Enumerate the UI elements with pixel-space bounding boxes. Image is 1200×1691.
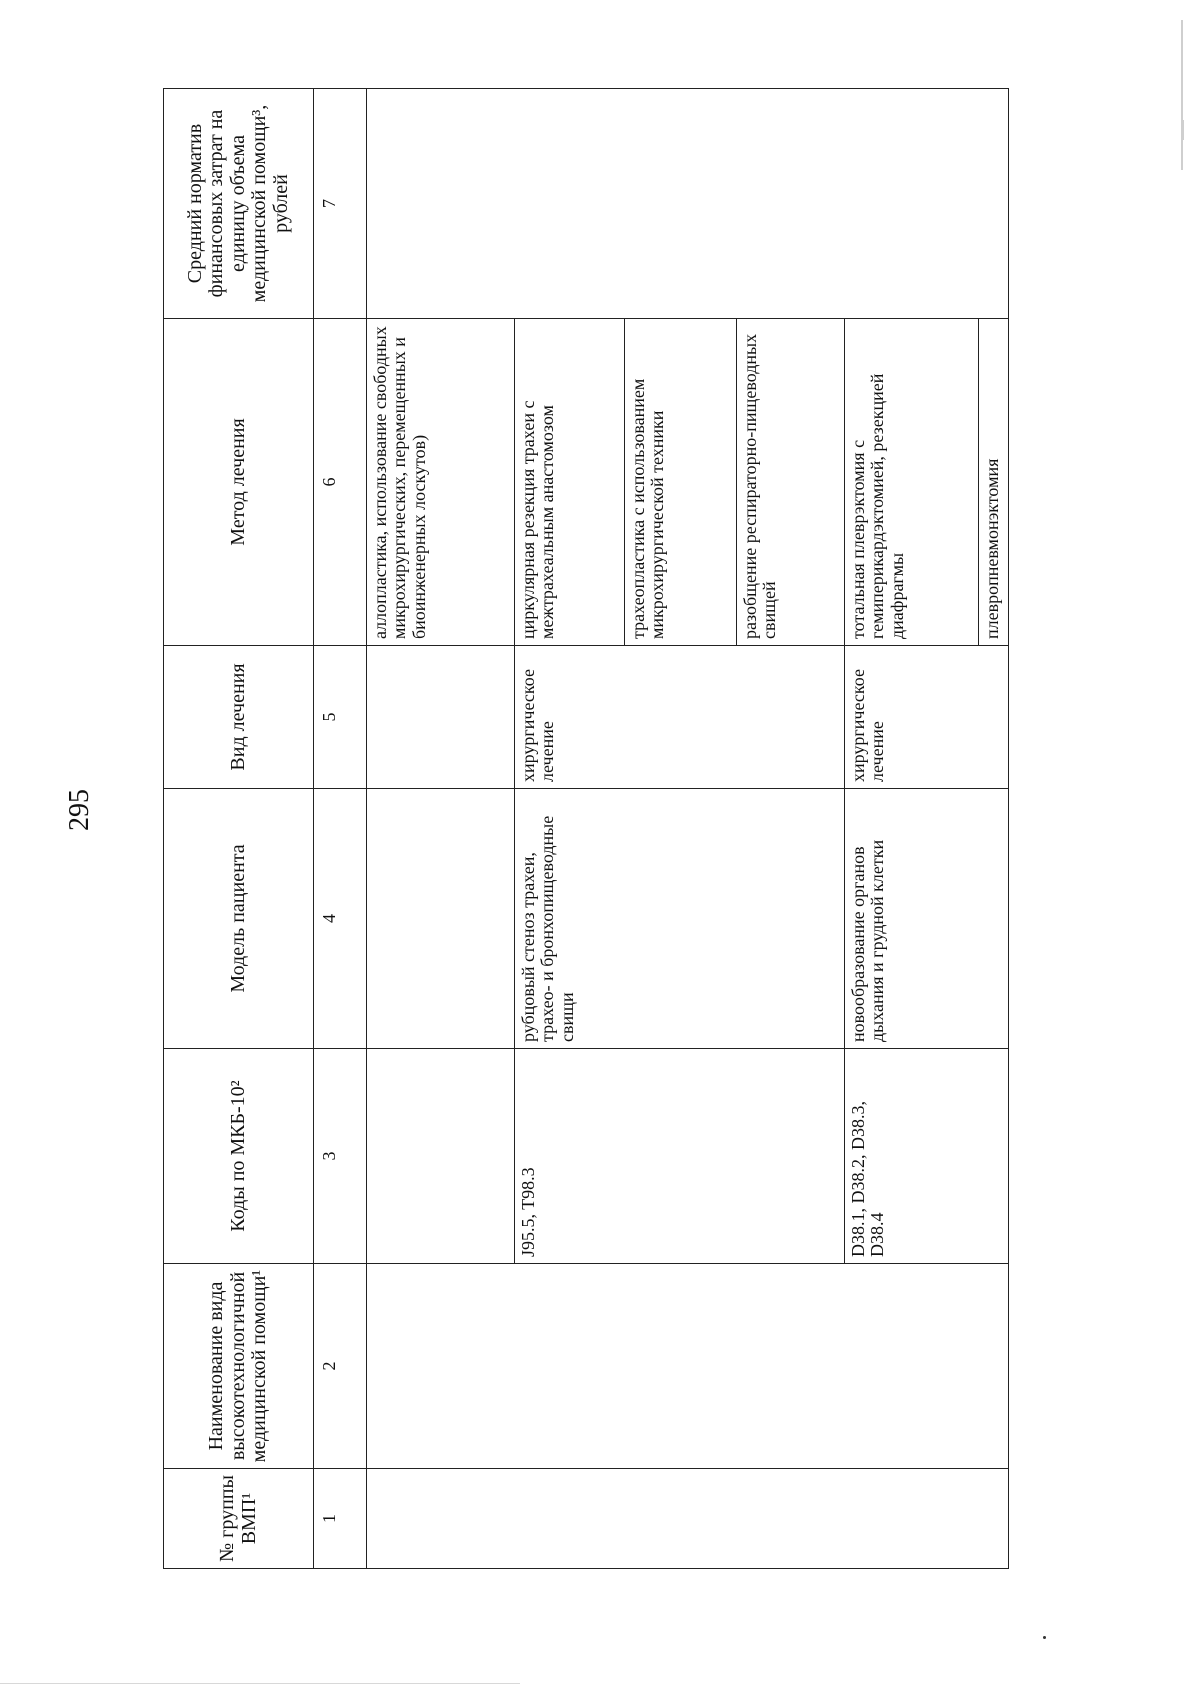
column-number: 3 [314,1049,367,1264]
scan-edge-line [0,1683,520,1684]
column-number: 4 [314,789,367,1049]
cost-norm-cell [367,89,1009,319]
header-row [164,89,314,1569]
icd-codes-cell: D38.1, D38.2, D38.3, D38.4 [845,1049,1009,1264]
column-number: 5 [314,646,367,789]
treatment-method-cell: плевропневмонэктомия [979,319,1009,646]
scan-margin-mark [1181,20,1183,170]
treatment-type-cell: хирургическое лечение [515,646,845,789]
column-number-row [314,89,367,1569]
column-number: 7 [314,89,367,319]
rotated-page [0,85,1200,1575]
col-header-patient-model: Модель пациента [164,789,314,1049]
col-header-treatment-method: Метод лечения [164,319,314,646]
icd-codes-cell: J95.5, T98.3 [515,1049,845,1264]
patient-model-cell [367,789,515,1049]
treatment-method-cell: трахеопластика с использованием микрохирургической техники [625,319,737,646]
col-header-treatment-type: Вид лечения [164,646,314,789]
scan-speck [1043,1636,1046,1639]
patient-model-cell: рубцовый стеноз трахеи, трахео- и бронхопищеводные свищи [515,789,845,1049]
treatment-method-cell: аллопластика, использование свободных микрохирургических, перемещенных и биоинженерных лоскутов) [367,319,515,646]
col-header-vmp-name: Наименование вида высокотехнологичной медицинской помощи¹ [164,1264,314,1469]
icd-codes-cell [367,1049,515,1264]
vmp-name-cell [367,1264,1009,1469]
page-number: 295 [64,789,95,831]
treatment-method-cell: циркулярная резекция трахеи с межтрахеальным анастомозом [515,319,625,646]
treatment-type-cell [367,646,515,789]
scan-margin-mark [1183,120,1184,140]
col-header-cost-norm: Средний норматив финансовых затрат на единицу объема медицинской помощи³, рублей [164,89,314,319]
vmp-table [163,88,1009,1569]
patient-model-cell: новообразование органов дыхания и грудной клетки [845,789,1009,1049]
group-number-cell [367,1469,1009,1569]
column-number: 2 [314,1264,367,1469]
treatment-type-cell: хирургическое лечение [845,646,1009,789]
col-header-group-no: № группы ВМП¹ [164,1469,314,1569]
treatment-method-cell: разобщение респираторно-пищеводных свищей [737,319,845,646]
col-header-icd-codes: Коды по МКБ-10² [164,1049,314,1264]
column-number: 1 [314,1469,367,1569]
table-row [367,89,515,1569]
treatment-method-cell: тотальная плеврэктомия с гемиперикардэктомией, резекцией диафрагмы [845,319,979,646]
column-number: 6 [314,319,367,646]
